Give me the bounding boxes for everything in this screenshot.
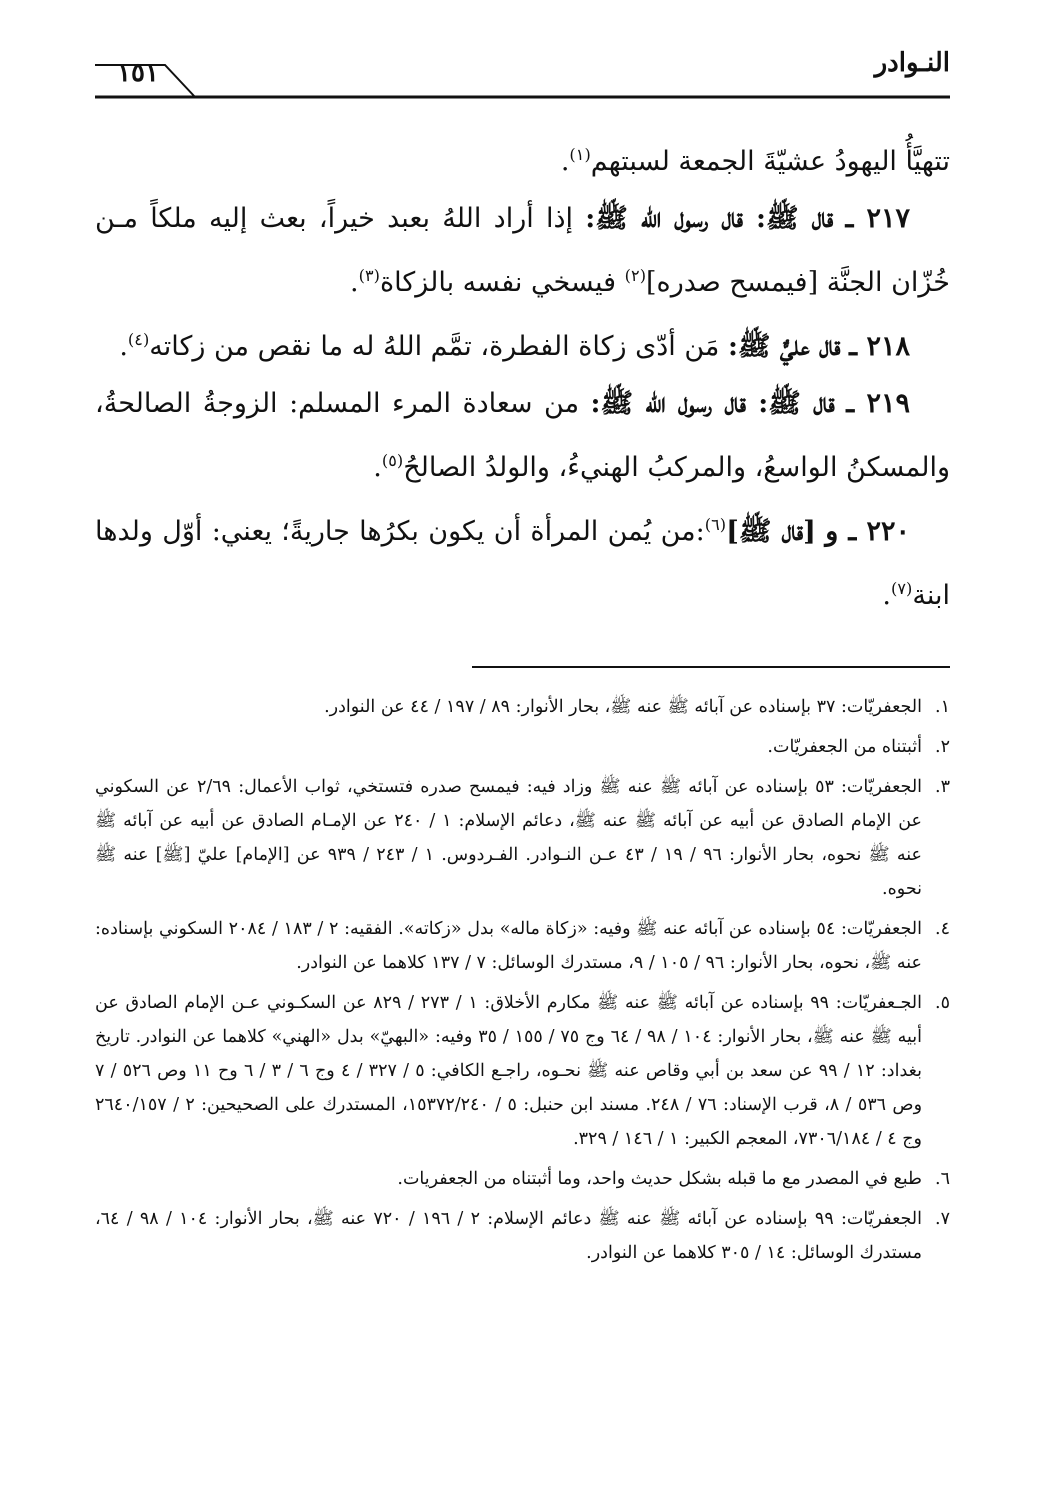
footnote-number: ٣.	[935, 777, 950, 797]
page-number: ١٥١	[117, 58, 159, 88]
footnote-text: الجعفريّات: ٣٧ بإسناده عن آبائه ﷺ عنه ﷺ، بحار الأنوار: ٨٩ / ١٩٧ / ٤٤ عن النوادر.	[324, 697, 922, 717]
hadith-attribution: قال عليٌّ ﷺ:	[727, 331, 841, 362]
footnote-number: ١.	[935, 697, 950, 717]
hadith-text-cont: فيسخي نفسه بالزكاة	[380, 267, 625, 298]
footnote-text: طبع في المصدر مع ما قبله بشكل حديث واحد، وما أثبتناه من الجعفريات.	[397, 1169, 922, 1189]
footnote-5	[95, 986, 950, 1156]
footnote-7	[95, 1202, 950, 1270]
footnote-3	[95, 770, 950, 906]
footnote-number: ٤.	[935, 919, 950, 939]
hadith-text: إذا أراد اللهُ بعبد خيراً، بعث إليه ملكاً مـن خُزّان الجنَّة [فيمسح صدره]	[95, 203, 950, 298]
running-title: النـوادر	[874, 48, 950, 78]
footnote-text: الجعفريّات: ٥٤ بإسناده عن آبائه عنه ﷺ وفيه: «زكاة ماله» بدل «زكاته». الفقيه: ٢ / ١٨٣ / ٢٠٨٤ السكوني بإسناده: عنه ﷺ، نحوه، بحار الأنوار: ٩٦ / ١٠٥ / ٩، مستدرك الوسائل: ٧ / ١٣٧ كلاهما عن النوادر.	[95, 919, 922, 973]
continuation-paragraph: تتهيَّأُ اليهودُ عشيّةَ الجمعة لسبتهم$^{(١)}$.	[560, 145, 950, 177]
hadith-217: ٢١٧ ـ قال ﷺ: قال رسول الله ﷺ: إذا أراد اللهُ بعبد خيراً، بعث إليه ملكاً مـن خُزّان الجنَّة [فيمسح صدره]$^{(٢)}$ فيسخي نفسه بالزكاة$^{(٣)}$.	[95, 203, 950, 298]
hadith-text: :من يُمن المرأة أن يكون بكرُها جاريةً؛ يعني: أوّل ولدها ابنة	[95, 516, 950, 611]
hadith-number: ٢١٩ ـ	[846, 388, 910, 419]
main-text	[95, 126, 950, 624]
footnote-text: الجعفريّات: ٩٩ بإسناده عن آبائه ﷺ عنه ﷺ دعائم الإسلام: ٢ / ١٩٦ / ٧٢٠ عنه ﷺ، بحار الأنوار: ١٠٤ / ٩٨ / ٦٤، مستدرك الوسائل: ١٤ / ٣٠٥ كلاهما عن النوادر.	[95, 1209, 922, 1263]
hadith-219: ٢١٩ ـ قال ﷺ: قال رسول الله ﷺ: من سعادة المرء المسلم: الزوجةُ الصالحةُ، والمسكنُ الواسعُ، والمركبُ الهنيءُ، والولدُ الصالحُ$^{(٥)}$.	[95, 388, 950, 483]
hadith-number: ٢٢٠ ـ و	[825, 516, 910, 547]
footnote-number: ٢.	[935, 737, 950, 757]
footnote-1	[95, 690, 950, 724]
hadith-attribution: [قال ﷺ]	[726, 516, 816, 547]
hadith-number: ٢١٧ ـ	[845, 203, 910, 234]
footnotes	[95, 690, 950, 1270]
footnote-separator	[472, 666, 950, 668]
header-rule	[95, 30, 950, 102]
footnote-number: ٧.	[935, 1209, 950, 1229]
footnote-number: ٥.	[935, 993, 950, 1013]
hadith-attribution: قال ﷺ: قال رسول الله ﷺ:	[590, 388, 835, 419]
footnote-ref: (٣)	[358, 266, 380, 285]
page-header	[95, 30, 950, 102]
hadith-218: ٢١٨ ـ قال عليٌّ ﷺ: مَن أدّى زكاة الفطرة، تمَّم اللهُ له ما نقص من زكاته$^{(٤)}$.	[119, 330, 910, 362]
footnote-6	[95, 1162, 950, 1196]
hadith-220: ٢٢٠ ـ و [قال ﷺ]$^{(٦)}$:من يُمن المرأة أن يكون بكرُها جاريةً؛ يعني: أوّل ولدها ابنة$^{(٧)}$.	[95, 515, 950, 611]
footnote-ref: (١)	[569, 145, 591, 164]
footnote-2	[95, 730, 950, 764]
footnote-ref: (٧)	[891, 579, 913, 598]
footnote-ref: (٢)	[624, 266, 647, 285]
hadith-attribution: قال ﷺ: قال رسول الله ﷺ:	[585, 203, 834, 234]
footnote-ref: (٥)	[381, 451, 404, 470]
hadith-text: من سعادة المرء المسلم: الزوجةُ الصالحةُ، والمسكنُ الواسعُ، والمركبُ الهنيءُ، والولدُ الصالحُ	[95, 388, 950, 483]
footnote-ref: (٤)	[127, 330, 150, 349]
footnote-text: الجعفريّات: ٥٣ بإسناده عن آبائه ﷺ عنه ﷺ وزاد فيه: فيمسح صدره فتستخي، ثواب الأعمال: ٢/٦٩ عن السكوني عن الإمام الصادق عن أبيه عن آبائه ﷺ عنه ﷺ، دعائم الإسلام: ١ / ٢٤٠ عن الإمـام الصادق عن أبيه عن آبائه ﷺ عنه ﷺ نحوه، بحار الأنوار: ٩٦ / ١٩ / ٤٣ عـن النـوادر. الفـردوس. ١ / ٢٤٣ / ٩٣٩ عن [الإمام] عليّ [ﷺ] عنه ﷺ نحوه.	[95, 777, 923, 899]
footnote-ref: (٦)	[704, 515, 727, 534]
hadith-text: مَن أدّى زكاة الفطرة، تمَّم اللهُ له ما نقص من زكاته	[149, 331, 720, 362]
book-page	[95, 30, 950, 1276]
footnote-text: الجـعفريّات: ٩٩ بإسناده عن آبائه ﷺ عنه ﷺ مكارم الأخلاق: ١ / ٢٧٣ / ٨٢٩ عن السكـوني عـن الإمام الصادق عن أبيه ﷺ عنه ﷺ، بحار الأنوار: ١٠٤ / ٩٨ / ٦٤ وج ٧٥ / ١٥٥ / ٣٥ وفيه: «البهيّ» بدل «الهني» كلاهما عن النوادر. تاريخ بغداد: ١٢ / ٩٩ عن سعد بن أبي وقاص عنه ﷺ نحـوه، راجـع الكافي: ٥ / ٣٢٧ / ٤ وج ٦ / ٣ / ٦ وح ١١ وص ٥٢٦ / ٧ وص ٥٣٦ / ٨، قرب الإسناد: ٧٦ / ٢٤٨. مسند ابن حنبل: ٥ / ١٥٣٧٢/٢٤٠، المستدرك على الصحيحين: ٢ / ٢٦٤٠/١٥٧ وج ٤ / ٧٣٠٦/١٨٤، المعجم الكبير: ١ / ١٤٦ / ٣٢٩.	[95, 993, 923, 1149]
footnote-number: ٦.	[935, 1169, 950, 1189]
footnote-text: أثبتناه من الجعفريّات.	[767, 737, 922, 757]
hadith-number: ٢١٨ ـ	[849, 331, 910, 362]
footnote-4	[95, 912, 950, 980]
